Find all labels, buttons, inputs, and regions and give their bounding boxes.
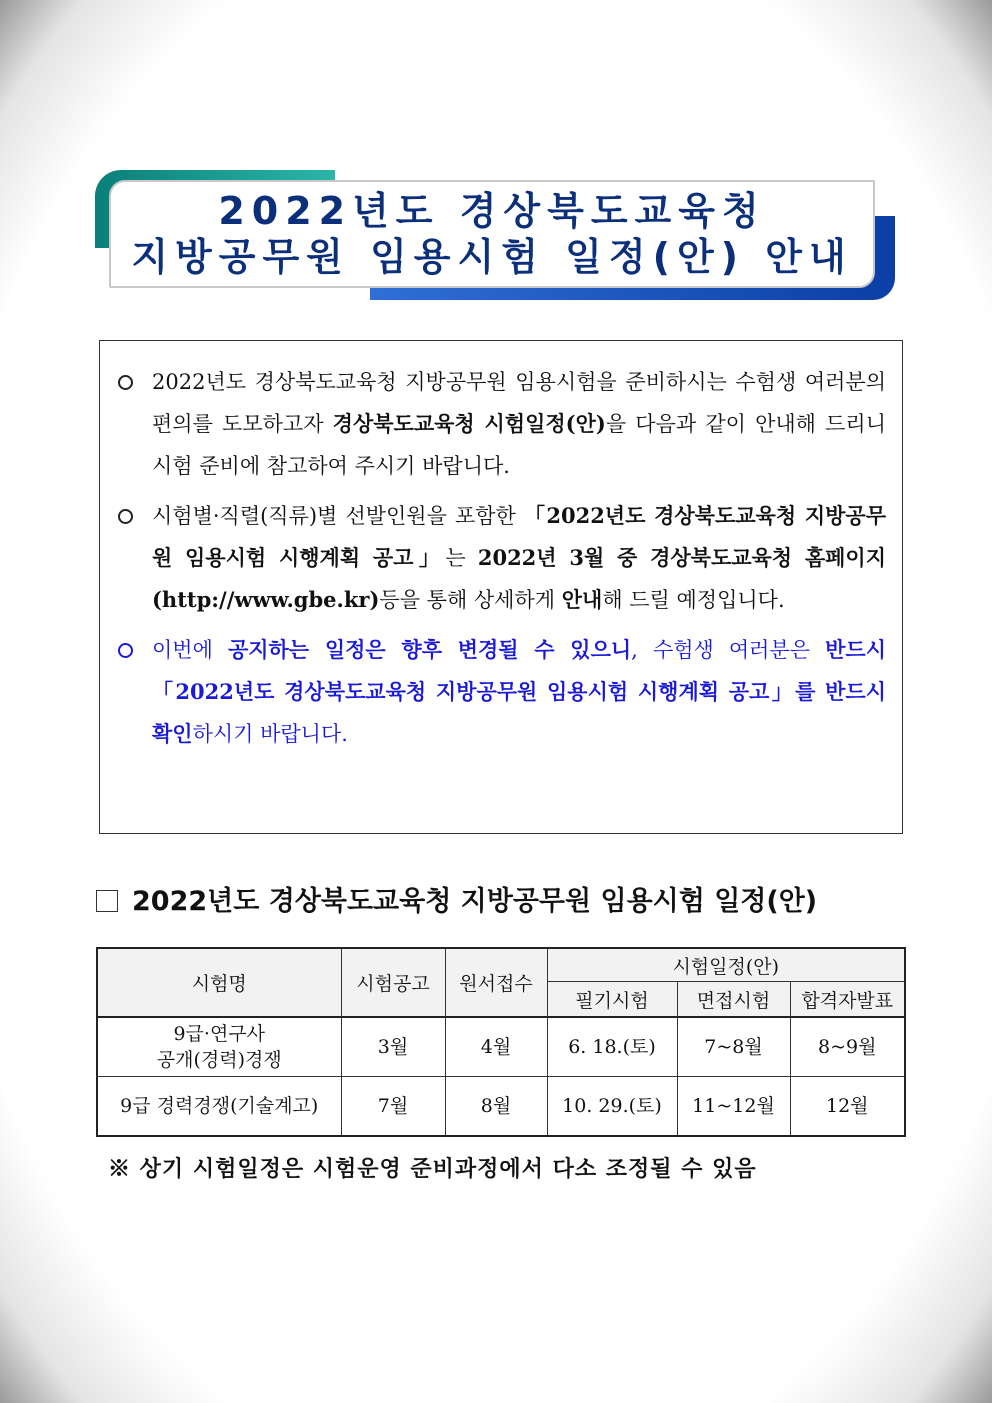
notice-2-bold-a: 「2022년도 경상북도교육청 지방공무원 임용시험 시행계획 공고」 — [152, 503, 886, 570]
exam-name-line-1: 9급·연구사 — [173, 1023, 266, 1045]
notice-3-text-c: 하시기 바랍니다. — [192, 722, 348, 746]
notice-item-2 — [116, 495, 886, 621]
notice-box — [99, 340, 903, 834]
notice-3-bold-b: 반드시 「2022년도 경상북도교육청 지방공무원 임용시험 시행계획 공고」를 반드시 확인 — [152, 637, 886, 746]
written-cell: 10. 29.(토) — [547, 1077, 677, 1137]
header-written: 필기시험 — [547, 982, 677, 1018]
notice-2-text-d: 해 드릴 예정입니다. — [602, 588, 785, 612]
footnote: ※ 상기 시험일정은 시험운영 준비과정에서 다소 조정될 수 있음 — [108, 1156, 757, 1182]
header-interview: 면접시험 — [677, 982, 790, 1018]
title-box — [109, 180, 875, 288]
notice-2-text-c: 등을 통해 상세하게 — [379, 588, 562, 612]
exam-name-line-2: 공개(경력)경쟁 — [156, 1049, 282, 1071]
notice-2-bold-c: 안내 — [561, 587, 603, 612]
square-bullet-icon — [96, 890, 118, 912]
circle-bullet-icon — [118, 509, 133, 524]
table-row — [97, 1077, 905, 1137]
application-cell: 4월 — [445, 1017, 547, 1077]
exam-name-cell: 9급 경력경쟁(기술계고) — [97, 1077, 341, 1137]
header-application: 원서접수 — [445, 948, 547, 1017]
notice-2-bold-b: 2022년 3월 중 경상북도교육청 홈페이지(http://www.gbe.kr) — [152, 545, 887, 612]
circle-bullet-icon — [118, 375, 133, 390]
schedule-table — [96, 947, 906, 1137]
schedule-heading-text: 2022년도 경상북도교육청 지방공무원 임용시험 일정(안) — [132, 886, 818, 917]
title-line-1: 2022년도 경상북도교육청 — [218, 189, 766, 233]
interview-cell: 7~8월 — [677, 1017, 790, 1077]
header-exam-name: 시험명 — [97, 948, 341, 1017]
announcement-cell: 3월 — [341, 1017, 445, 1077]
result-cell: 8~9월 — [790, 1017, 905, 1077]
interview-cell: 11~12월 — [677, 1077, 790, 1137]
title-banner — [95, 170, 895, 300]
announcement-cell: 7월 — [341, 1077, 445, 1137]
result-cell: 12월 — [790, 1077, 905, 1137]
circle-bullet-icon — [118, 643, 133, 658]
notice-3-text-b: , 수험생 여러분은 — [631, 638, 826, 662]
notice-item-1 — [116, 361, 886, 487]
title-line-2: 지방공무원 임용시험 일정(안) 안내 — [131, 235, 853, 279]
written-cell: 6. 18.(토) — [547, 1017, 677, 1077]
header-schedule-group: 시험일정(안) — [547, 948, 905, 982]
notice-2-text-a: 시험별·직렬(직류)별 선발인원을 포함한 — [152, 504, 524, 528]
table-row — [97, 1017, 905, 1077]
notice-2-text-b: 는 — [445, 546, 478, 570]
header-announcement: 시험공고 — [341, 948, 445, 1017]
notice-1-bold: 경상북도교육청 시험일정(안) — [332, 411, 606, 436]
notice-3-text-a: 이번에 — [152, 638, 228, 662]
notice-1-text-b: 을 다음과 같이 안내해 드리니 시험 준비에 참고하여 주시기 바랍니다. — [152, 412, 886, 478]
notice-3-bold-a: 공지하는 일정은 향후 변경될 수 있으니 — [227, 637, 632, 662]
header-result: 합격자발표 — [790, 982, 905, 1018]
schedule-heading — [96, 882, 916, 922]
exam-name-cell — [97, 1017, 341, 1077]
application-cell: 8월 — [445, 1077, 547, 1137]
notice-item-3 — [116, 629, 886, 755]
notice-1-text-a: 2022년도 경상북도교육청 지방공무원 임용시험을 준비하시는 수험생 여러분의 편의를 도모하고자 — [152, 370, 886, 436]
